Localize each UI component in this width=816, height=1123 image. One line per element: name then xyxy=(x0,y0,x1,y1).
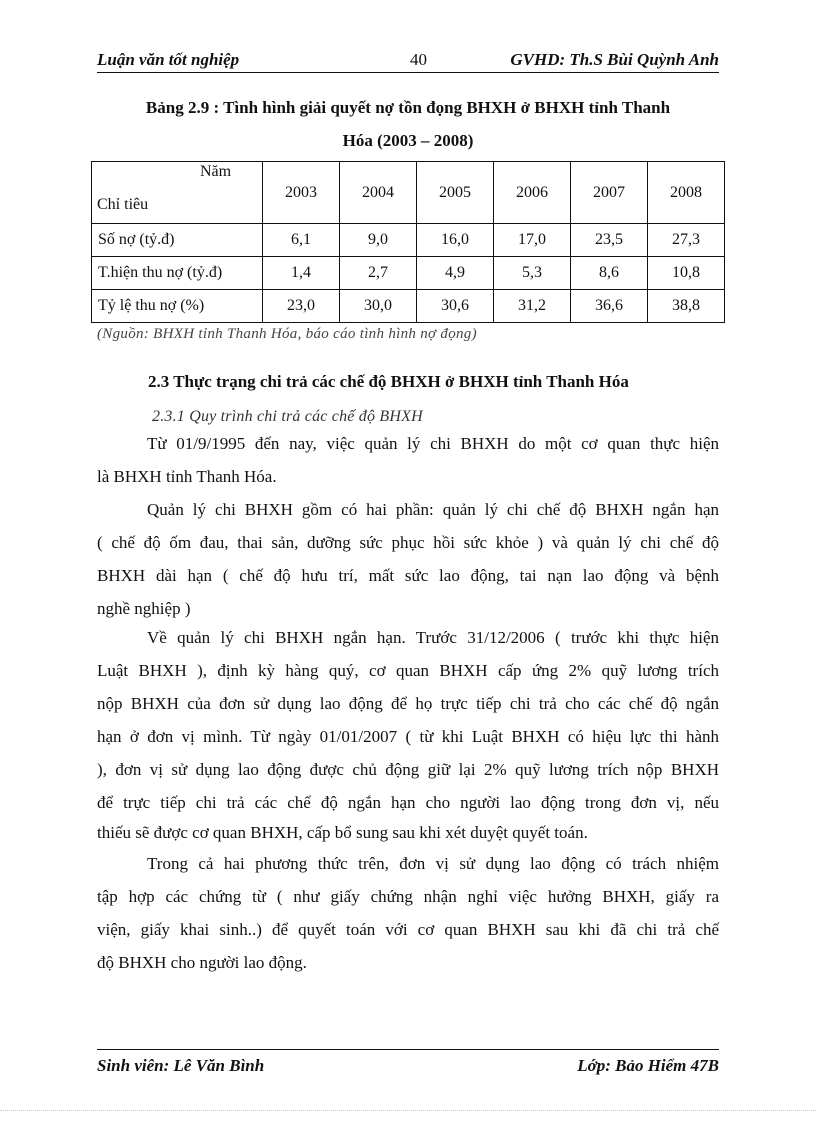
header-advisor: GVHD: Th.S Bùi Quỳnh Anh xyxy=(510,50,719,69)
corner-year-label: Năm xyxy=(200,163,232,180)
subsection-heading: 2.3.1 Quy trình chi trả các chế độ BHXH xyxy=(152,408,423,425)
footer-class: Lớp: Bảo Hiểm 47B xyxy=(577,1056,719,1075)
body-line: tập hợp các chứng từ ( như giấy chứng nhận nghỉ việc hưởng BHXH, giấy ra xyxy=(97,887,719,906)
body-line: để trực tiếp chi trả các chế độ ngắn hạn cho người lao động trong đơn vị, nếu xyxy=(97,793,719,812)
table-cell: 23,0 xyxy=(263,290,340,323)
table-row xyxy=(92,257,725,290)
table-cell: 6,1 xyxy=(263,224,340,257)
page-bottom-divider xyxy=(0,1110,816,1112)
table-cell: 17,0 xyxy=(494,224,571,257)
table-cell: 10,8 xyxy=(648,257,725,290)
table-cell: 30,0 xyxy=(340,290,417,323)
body-line: độ BHXH cho người lao động. xyxy=(97,953,307,972)
table-cell: 36,6 xyxy=(571,290,648,323)
year-header: 2003 xyxy=(263,162,340,224)
page-footer xyxy=(97,1049,719,1076)
page-number: 40 xyxy=(410,50,427,69)
year-header: 2005 xyxy=(417,162,494,224)
body-line: nghề nghiệp ) xyxy=(97,599,191,618)
footer-student: Sinh viên: Lê Văn Bình xyxy=(97,1056,265,1075)
year-header: 2008 xyxy=(648,162,725,224)
table-cell: 16,0 xyxy=(417,224,494,257)
body-line: Về quản lý chi BHXH ngắn hạn. Trước 31/12/2006 ( trước khi thực hiện xyxy=(147,628,719,647)
body-line: Trong cả hai phương thức trên, đơn vị sử dụng lao động có trách nhiệm xyxy=(147,854,719,873)
table-cell: 4,9 xyxy=(417,257,494,290)
table-cell: 1,4 xyxy=(263,257,340,290)
year-header: 2007 xyxy=(571,162,648,224)
table-row xyxy=(92,224,725,257)
debt-table xyxy=(91,161,725,323)
body-line: Từ 01/9/1995 đến nay, việc quản lý chi BHXH do một cơ quan thực hiện xyxy=(147,434,719,453)
table-cell: 2,7 xyxy=(340,257,417,290)
page-header xyxy=(97,50,719,73)
corner-indicator-label: Chỉ tiêu xyxy=(97,196,149,213)
row-label: Số nợ (tỷ.đ) xyxy=(92,224,263,257)
table-row xyxy=(92,290,725,323)
table-corner-cell xyxy=(92,162,263,224)
body-line: BHXH dài hạn ( chế độ hưu trí, mất sức lao động, tai nạn lao động và bệnh xyxy=(97,566,719,585)
table-cell: 5,3 xyxy=(494,257,571,290)
table-cell: 38,8 xyxy=(648,290,725,323)
body-line: thiếu sẽ được cơ quan BHXH, cấp bổ sung sau khi xét duyệt quyết toán. xyxy=(97,823,588,842)
table-title-line-2: Hóa (2003 – 2008) xyxy=(342,131,474,150)
body-line: Luật BHXH ), định kỳ hàng quý, cơ quan BHXH cấp ứng 2% quỹ lương trích xyxy=(97,661,719,680)
table-cell: 8,6 xyxy=(571,257,648,290)
section-heading: 2.3 Thực trạng chi trả các chế độ BHXH ở BHXH tỉnh Thanh Hóa xyxy=(148,372,629,391)
header-thesis-label: Luận văn tốt nghiệp xyxy=(97,50,240,69)
body-line: Quản lý chi BHXH gồm có hai phần: quản lý chi chế độ BHXH ngắn hạn xyxy=(147,500,719,519)
body-line: viện, giấy khai sinh..) để quyết toán với cơ quan BHXH sau khi đã chi trả chế xyxy=(97,920,719,939)
year-header: 2004 xyxy=(340,162,417,224)
body-line: ( chế độ ốm đau, thai sản, dưỡng sức phục hồi sức khỏe ) và quản lý chi chế độ xyxy=(97,533,719,552)
table-cell: 30,6 xyxy=(417,290,494,323)
table-cell: 23,5 xyxy=(571,224,648,257)
body-line: ), đơn vị sử dụng lao động được chủ động giữ lại 2% quỹ lương trích nộp BHXH xyxy=(97,760,719,779)
table-cell: 9,0 xyxy=(340,224,417,257)
body-line: hạn ở đơn vị mình. Từ ngày 01/01/2007 ( từ khi Luật BHXH có hiệu lực thi hành xyxy=(97,727,719,746)
table-source-note: (Nguồn: BHXH tỉnh Thanh Hóa, báo cáo tình hình nợ đọng) xyxy=(97,326,477,342)
body-line: nộp BHXH của đơn sử dụng lao động để họ trực tiếp chi trả cho các chế độ ngắn xyxy=(97,694,719,713)
body-line: là BHXH tỉnh Thanh Hóa. xyxy=(97,467,277,486)
table-cell: 27,3 xyxy=(648,224,725,257)
table-header-row xyxy=(92,162,725,224)
table-cell: 31,2 xyxy=(494,290,571,323)
row-label: Tỷ lệ thu nợ (%) xyxy=(92,290,263,323)
row-label: T.hiện thu nợ (tỷ.đ) xyxy=(92,257,263,290)
year-header: 2006 xyxy=(494,162,571,224)
table-title-line-1: Bảng 2.9 : Tình hình giải quyết nợ tồn đọng BHXH ở BHXH tỉnh Thanh xyxy=(145,98,671,117)
